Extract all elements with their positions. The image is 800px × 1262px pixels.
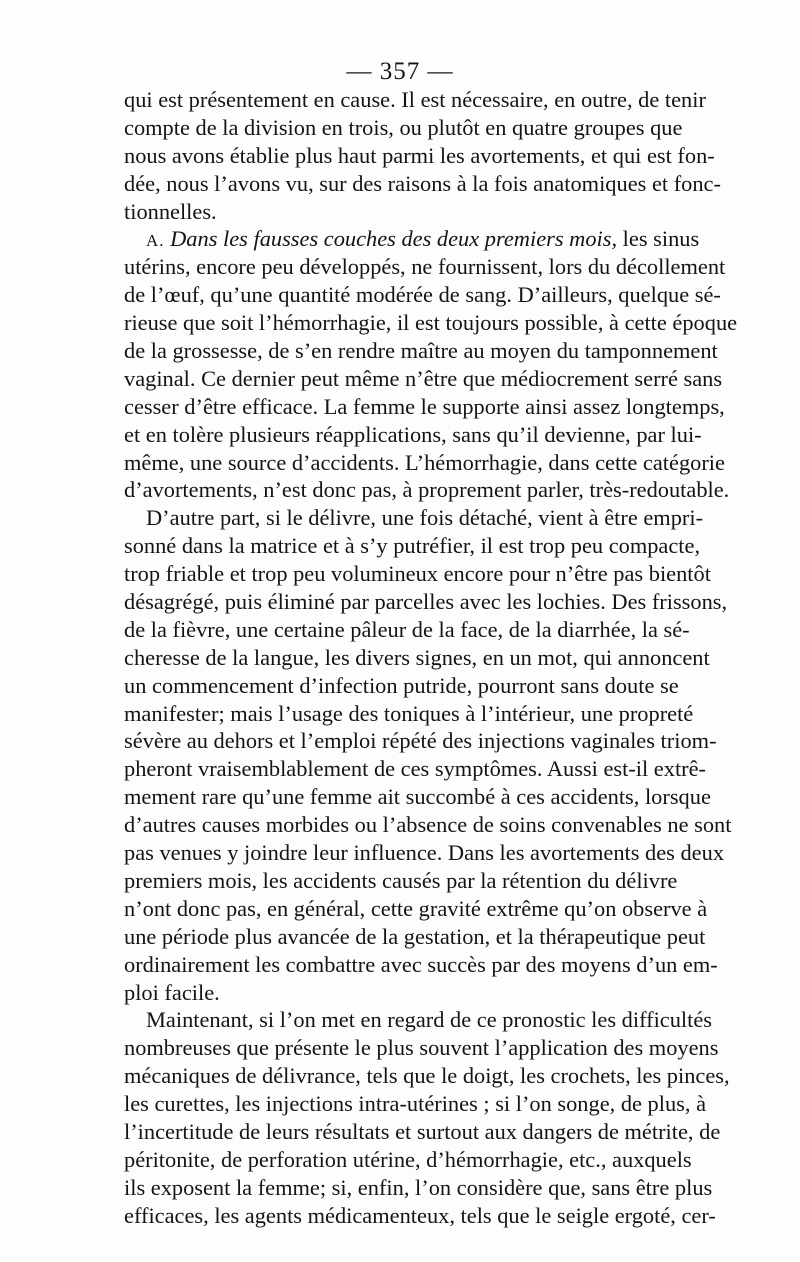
text-line <box>124 114 683 142</box>
line-text: efficaces, les agents médicamenteux, tels que le seigle ergoté, cer- <box>124 1202 716 1228</box>
line-text: péritonite, de perforation utérine, d’hémorrhagie, etc., auxquels <box>124 1146 692 1172</box>
line-text: même, une source d’accidents. L’hémorrhagie, dans cette catégorie <box>124 449 725 475</box>
text-line <box>124 1006 713 1034</box>
line-text: manifester; mais l’usage des toniques à l’intérieur, une propreté <box>124 700 694 726</box>
text-line <box>124 811 732 839</box>
line-text: trop friable et trop peu volumineux encore pour n’être pas bientôt <box>124 561 711 587</box>
text-line <box>124 1034 719 1062</box>
body-text <box>124 86 738 1230</box>
line-text: pheront vraisemblablement de ces symptômes. Aussi est-il extrê- <box>124 756 707 782</box>
line-text: un commencement d’infection putride, pourront sans doute se <box>124 672 679 698</box>
line-text: désagrégé, puis éliminé par parcelles avec les lochies. Des frissons, <box>124 589 728 615</box>
text-line <box>124 225 700 253</box>
line-text: cesser d’être efficace. La femme le supporte ainsi assez longtemps, <box>124 393 725 419</box>
text-line <box>124 449 725 477</box>
line-text: qui est présentement en cause. Il est nécessaire, en outre, de tenir <box>124 87 706 112</box>
line-text: de la fièvre, une certaine pâleur de la face, de la diarrhée, la sé- <box>124 616 690 642</box>
section-letter: A. <box>146 231 165 251</box>
line-text: nous avons établie plus haut parmi les avortements, et qui est fon- <box>124 142 715 168</box>
text-line <box>124 393 725 421</box>
text-line <box>124 281 721 309</box>
text-line <box>124 783 711 811</box>
text-line <box>124 895 708 923</box>
line-text: cheresse de la langue, les divers signes, en un mot, qui annoncent <box>124 644 710 670</box>
line-text: ils exposent la femme; si, enfin, l’on considère que, sans être plus <box>124 1174 713 1200</box>
line-text: sonné dans la matrice et à s’y putréfier, il est trop peu compacte, <box>124 533 701 559</box>
text-line <box>124 1174 713 1202</box>
text-line <box>124 476 730 504</box>
line-text: rieuse que soit l’hémorrhagie, il est toujours possible, à cette époque <box>124 310 738 336</box>
line-text: Maintenant, si l’on met en regard de ce pronostic les difficultés <box>146 1007 713 1033</box>
text-line <box>124 198 672 226</box>
line-text: D’autre part, si le délivre, une fois détaché, vient à être empri- <box>146 505 704 531</box>
line-text: ploi facile. <box>124 979 220 1005</box>
text-line <box>124 560 711 588</box>
line-text: pas venues y joindre leur influence. Dans les avortements des deux <box>124 840 725 866</box>
line-text: mement rare qu’une femme ait succombé à ces accidents, lorsque <box>124 784 711 810</box>
text-line <box>124 253 726 281</box>
text-line <box>124 727 717 755</box>
line-text: nombreuses que présente le plus souvent l’application des moyens <box>124 1035 719 1061</box>
section-heading-italic: Dans les fausses couches des deux premiers mois, <box>170 226 618 252</box>
page-number: — 357 — <box>346 58 454 85</box>
text-line <box>124 1090 707 1118</box>
line-text: d’avortements, n’est donc pas, à proprement parler, très-redoutable. <box>124 477 730 503</box>
text-line <box>124 532 701 560</box>
text-line <box>124 142 715 170</box>
text-line <box>124 421 702 449</box>
text-line <box>124 588 728 616</box>
line-text: une période plus avancée de la gestation, et la thérapeutique peut <box>124 923 706 949</box>
line-text: n’ont donc pas, en général, cette gravité extrême qu’on observe à <box>124 895 708 921</box>
line-text: ordinairement les combattre avec succès par des moyens d’un em- <box>124 951 718 977</box>
line-text: et en tolère plusieurs réapplications, sans qu’il devienne, par lui- <box>124 421 702 447</box>
text-line <box>124 700 694 728</box>
text-line <box>124 951 718 979</box>
line-text: de la grossesse, de s’en rendre maître au moyen du tamponnement <box>124 338 718 364</box>
line-text: l’incertitude de leurs résultats et surtout aux dangers de métrite, de <box>124 1118 721 1144</box>
text-line <box>124 923 706 951</box>
line-text: compte de la division en trois, ou plutôt en quatre groupes que <box>124 114 683 140</box>
text-line <box>124 1062 730 1090</box>
line-text: utérins, encore peu développés, ne fournissent, lors du décollement <box>124 254 726 280</box>
text-line <box>124 1146 692 1174</box>
text-line <box>124 644 710 672</box>
text-line <box>124 504 704 532</box>
text-line <box>124 867 678 895</box>
text-line <box>124 979 672 1007</box>
line-text: premiers mois, les accidents causés par la rétention du délivre <box>124 867 678 893</box>
text-line <box>124 170 721 198</box>
text-line <box>124 1202 716 1230</box>
text-line <box>124 672 679 700</box>
line-text: les sinus <box>617 226 700 252</box>
line-text: tionnelles. <box>124 198 217 224</box>
text-line <box>124 86 706 114</box>
text-line <box>124 309 738 337</box>
line-text: de l’œuf, qu’une quantité modérée de sang. D’ailleurs, quelque sé- <box>124 282 721 308</box>
text-line <box>124 616 690 644</box>
line-text: mécaniques de délivrance, tels que le doigt, les crochets, les pinces, <box>124 1063 730 1089</box>
line-text: vaginal. Ce dernier peut même n’être que médiocrement serré sans <box>124 365 723 391</box>
text-line <box>124 337 718 365</box>
text-line <box>124 839 725 867</box>
line-text: sévère au dehors et l’emploi répété des injections vaginales triom- <box>124 728 717 754</box>
line-text: les curettes, les injections intra-utérines ; si l’on songe, de plus, à <box>124 1091 707 1117</box>
text-line <box>124 755 707 783</box>
text-line <box>124 365 723 393</box>
text-line <box>124 1118 721 1146</box>
line-text: dée, nous l’avons vu, sur des raisons à la fois anatomiques et fonc- <box>124 170 721 196</box>
line-text: d’autres causes morbides ou l’absence de soins convenables ne sont <box>124 812 732 838</box>
